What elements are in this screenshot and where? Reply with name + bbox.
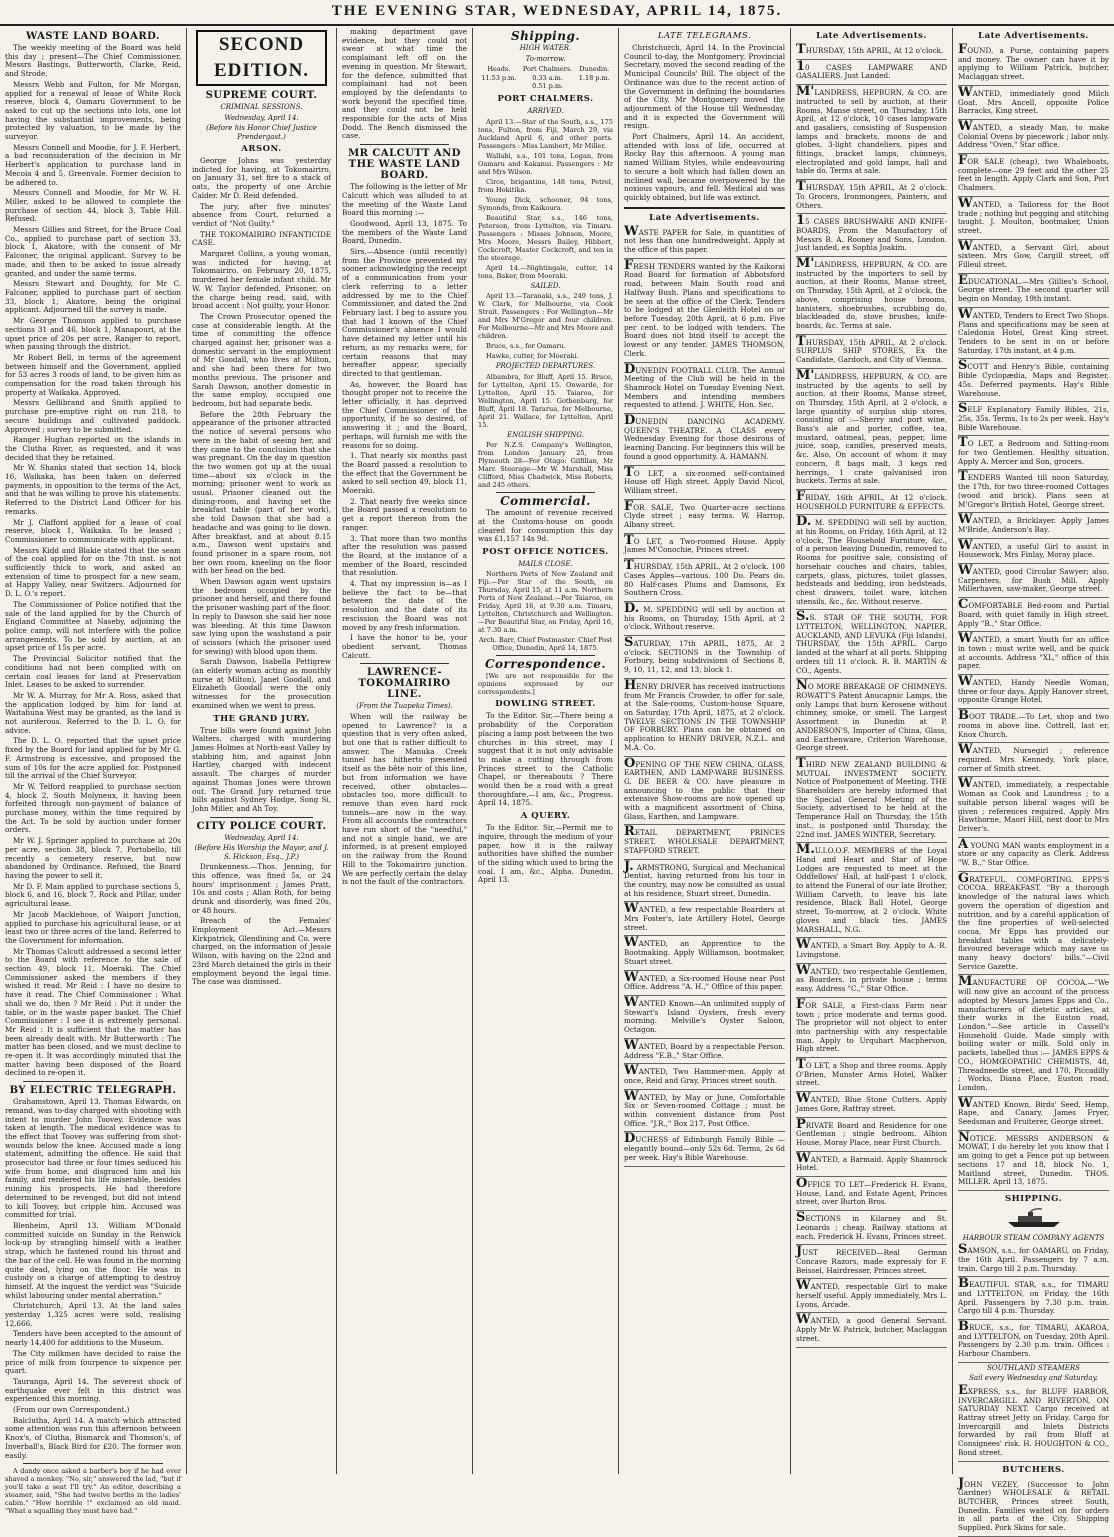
ads-list-7-item: WANTED, a smart Youth for an office in town ; must write well, and be quick at accounts. Address "XL," office of this paper. (958, 633, 1109, 675)
telegraph-items-item: Blenheim, April 13. William M'Donald committed suicide on Sunday in the Renwick lock-up by strangling himself with a leather strap, which he fastened round his throat and the bar of the cell. He was found in the morning quite dead, lying on the floor. He was in custody on a charge of attempting to destroy himself. At the inquest the verdict was "Suicide whilst labouring under mental aberration." (5, 1221, 181, 1300)
court-note: (Before his Honor Chief Justice Prendergast.) (206, 124, 317, 141)
arson-heading: ARSON. (241, 144, 282, 154)
telegraph-items-item: The City milkmen have decided to raise the price of milk from fourpence to sixpence per quart. (5, 1348, 181, 1376)
steamship-icon (958, 1207, 1109, 1232)
arrivals-list-item: Circe, brigantine, 148 tons, Petrel, from Hokitika. (478, 177, 613, 194)
telegraph-items-item: (From our own Correspondent.) (13, 1405, 130, 1415)
arrivals-list (478, 118, 613, 280)
dowling-heading: DOWLING STREET. (495, 699, 596, 710)
ads-list-7-item: WANTED, Handy Needle Woman, three or four days. Apply Hanover street, opposite Grange Hotel. (958, 676, 1109, 709)
ship-ads-item: SAMSON, s.s., for OAMARU, on Friday, the 16th April. Passengers by 7 a.m. train. Cargo till 2 p.m. Thursday. (958, 1244, 1109, 1277)
telegraph-items-item: Grahamstown, April 13. Thomas Edwards, on remand, was to-day charged with shooting with intent to murder John Toovey. Evidence was taken at length. The medical evidence was to the effect that Toovey was suffering from shot-wounds below the knee. Accused made a long statement, admitting the offence. He said that prosecutor had three or four times seduced his wife from home, and disgraced him and his family, and rendered his life miserable, besides ruining his prospects. He had therefore determined to be revenged, but did not intend to kill Toovey, but cripple him. Accused was committed for trial. (5, 1097, 181, 1220)
waste-land-article-item: Ranger Hughan reported on the islands in the Clutha River, as requested, and it was decided that they be retained. (5, 435, 181, 462)
ads-list-5-item: SATURDAY, 17th APRIL, 1875, At 2 o'clock. SECTIONS in the Township of Forbury, being subdivisions of Sections 8, 9, 10, 11, 12, and 13, block 1. (624, 637, 785, 679)
ads-list-6-item: M'LANDRESS, HEPBURN, & CO. are instructed to sell by auction, at their Rooms, Manse street, on Thursday, 15th April, at 12 o'clock, 10 cases lampware and gasaliers, consisting of Suspension lamps and brackets, moons de and globes, 3-light chandeliers, pipes and fittings, bracket lamps, chimneys, electroplated and gold lamps, hall and table do. Terms at sale. (796, 86, 947, 180)
calcutt-letter-item: 3. That more than two months after the resolution was passed the Board, at the instance of a member of the Board, rescinded that resolution. (342, 533, 467, 578)
waste-land-article-item: Messrs Kidd and Blakie stated that the seam of the coal applied for on the 7th inst. is not sufficiently thick to work, and asked an extension of time to prospect for a new seam, at Happy Valley, near Switzers. Adjourned for D. L. O.'s report. (5, 545, 181, 599)
late-ads-heading: Late Advertisements. (649, 212, 760, 223)
arrivals-list-item: April 14.—Nightingale, cutter, 14 tons, Baker, from Moeraki. (478, 263, 613, 280)
ads-list-6-item: OFFICE TO LET—Frederick H. Evans, House, Land, and Estate Agent, Princes street, over Burton Bros. (796, 1178, 947, 1211)
sailings-list-item: Bruce, s.s., for Oamaru. (486, 342, 566, 351)
court-article-item: THE TOKOMAIRIRO INFANTICIDE CASE. (192, 229, 331, 248)
ads-list-5-item: DUCHESS of Edinburgh Family Bible —elegantly bound—only 52s 6d. Terms, 2s 6d per week. Hay's Bible Warehouse. (624, 1133, 785, 1166)
ads-list-6-item: PRIVATE Board and Residence for one Gentleman ; single bedroom. Albion House, Moray Place, near First Church. (796, 1119, 947, 1152)
ads-list-7-item: WANTED, Nursegirl ; reference required. Mrs Kennedy, York place, corner of Smith street. (958, 744, 1109, 777)
second-edition-banner: SECOND EDITION. (196, 30, 327, 86)
english-shipping-text: Per N.Z.S. Company's Wellington, from London January 25, from Plymouth 28—For Otago: Gilfillan, Mr Marr. Steerage—Mr W. Marshall, Miss Clifford, Miss Chadwick, Miss Roberts, and 245 others. (478, 441, 613, 490)
divider (23, 1081, 163, 1082)
lawrence-text: When will the railway be opened to Lawrence? is a question that is very often asked, but one that is rather difficult to answer. The Manuka Creek tunnel has hitherto presented itself as the bête noir of this line, but from information we have received, other obstacles—obstacles too, more difficult to remove than even hard rock tunnels—are now in the way. From all accounts the contractors have run short of the "needful," and not a single hand, we are informed, is at present employed on the railway from the Round Hill to the Tokomairiro junction. We are perfectly certain the delay is not the fault of the contractors. (342, 711, 467, 887)
ads-list-6-item: M.U.I.O.O.F. MEMBERS of the Loyal Hand and Heart and Star of Hope Lodges are requested to meet at the Oddfellows' Hall, at half-past 1 o'clock, to attend the Funeral of our late Brother, William Carveth, to leave his late residence, Black Ball Hotel, George street, To-morrow, at 2 o'clock. White gloves and black ties. JAMES MARSHALL, N.G. (796, 844, 947, 938)
waste-land-article-item: Messrs Stewart and Doughty, for Mr C. Falconer, applied to purchase part of section 33, block 1, Akatore, being the original applicant. Adjourned till the survey is made. (5, 279, 181, 315)
ads-list-6-item: WANTED, two respectable Gentlemen, as Boarders, in private house ; terms easy. Address "C.," Star Office. (796, 965, 947, 998)
masthead: THE EVENING STAR, WEDNESDAY, APRIL 14, 1875. (0, 0, 1114, 26)
ads-list-6-item: FRIDAY, 16th APRIL, At 12 o'clock. HOUSEHOLD FURNITURE & EFFECTS. (796, 491, 947, 515)
divider (624, 207, 785, 209)
shipping-heading-7: SHIPPING. (1004, 1193, 1063, 1204)
telegraph-items-item: Tenders have been accepted to the amount of nearly 14,400 for additions to the Museum. (5, 1329, 181, 1348)
ads-list-5-item: OPENING OF THE NEW CHINA, GLASS, EARTHEN, AND LAMP-WARE BUSINESS. G. DE BEER & CO. have pleasure in announcing to the public that their extensive Show-rooms are now opened up with a magnificent assortment of China, Glass, Earthen, and Lampware. (624, 758, 785, 826)
ads-list-5-item: DUNEDIN FOOTBALL CLUB. The Annual Meeting of the Club will be held in the Shamrock Hotel on Tuesday Evening Next. Members and intending members requested to attend. J. WHITE, Hon. Sec. (624, 364, 785, 415)
waste-land-article-item: Mr W. J. Springer applied to purchase at 20s per acre, section 38, block 7, Portobello, till recently a cemetery reserve, but now abandoned by Ordinance. Refused, the Board having the power to sell it. (5, 836, 181, 880)
post-office-sign: Arch. Barr, Chief Postmaster. Chief Post Office, Dunedin, April 14, 1875. (478, 636, 613, 653)
column-7 (952, 28, 1114, 1533)
ads-list-6-item: S.S. STAR OF THE SOUTH, FOR LYTTELTON, WELLINGTON, NAPIER, AUCKLAND, AND LEVUKA (Fiji Islands), THURSDAY, the 15th APRIL. Cargo landed at the wharf at all ports. Shipping orders till 11 o'clock. R. B. MARTIN & CO., Agents. (796, 611, 947, 679)
waste-land-article-item: Mr J. Clafford applied for a lease of coal reserve, block 1, Waikaka. To be leased ; Commissioner to communicate with applicant. (5, 517, 181, 544)
ads-list-6-item: FOR SALE, a First-class Farm near town ; price moderate and terms good. The proprietor will not object to enter into partnership with any respectable man. Apply to Urquhart Macpherson, High street. (796, 999, 947, 1058)
ads-list-5-item: RETAIL DEPARTMENT, PRINCES STREET. WHOLESALE DEPARTMENT, STAFFORD STREET. (624, 826, 785, 859)
ads-list-5-item: FRESH TENDERS wanted by the Kaikorai Road Board for formation of Abbotsford road, between Main South road and Halfway Bush. Plans and specifications to be seen at the office of the Clerk. Tenders to be lodged at the Glenleith Hotel on or before Tuesday, 20th April, at 6 p.m. Five per cent. to be lodged with tenders. The Board does not bind itself to accept the lowest or any tender. JAMES THOMSON, Clerk. (624, 260, 785, 363)
ads-list-7-item: MANUFACTURE OF COCOA.—"We will now give an account of the process adopted by Messrs James Epps and Co., manufacturers of dietetic articles, at their works in the Euston road, London."—See article in Cassell's Household Guide. Made simply with boiling water or milk. Sold only in packets, labelled thus :— JAMES EPPS & CO., HOMŒOPATHIC CHEMISTS, 48, Threadneedle street, and 170, Piccadilly ; Works, Diana Place, Euston road, London. (958, 976, 1109, 1096)
ads-list-7-item: WANTED, a useful Girl to assist in Housework. Mrs Finlay, Moray place. (958, 540, 1109, 564)
commercial-text: The amount of revenue received at the Customs-house on goods cleared for consumption this day was £1,157 14s 9d. (478, 508, 613, 544)
court-article-item: When Dawson again went upstairs the bedroom occupied by the prisoner and herself, and there found the prisoner washing part of the floor. In reply to Dawson she said her nose was bleeding. At this time Dawson saw lying upon the washstand a pair of scissors (which the prisoner used for sewing) with blood upon them. (192, 577, 331, 656)
english-shipping-heading: ENGLISH SHIPPING. (507, 430, 584, 439)
calcutt-letter-item: I have the honor to be, your obedient servant, Thomas Calcutt. (342, 633, 467, 660)
waste-land-article-item: The D. L. O. reported that the upset price fixed by the Board for land applied for by Mr G. F. Armstrong is excessive, and proposed the sum of 10s for the acre applied for. Postponed till the arrival of the Chief Surveyor. (5, 736, 181, 781)
ads-list-6-item: D. M. SPEDDING will sell by auction, at his Rooms, on Friday, 16th April, at 12 o'clock, The Household Furniture, &c., of a person leaving Dunedin, removed to Rooms for positive sale, consisting of horsehair couches and chairs, tables, carpets, glass, pictures, toilet glasses, bedsteads and bedding, iron bedsteads, chest drawers, toilet ware, kitchen utensils, &c., &c. Without reserve. (796, 516, 947, 610)
waste-land-article-item: Mr W. Telford reapplied to purchase section 4, block 2, South Molyneux, it having been forfeited through non-payment of balance of purchase money, within the time required by the Act. To be sold by auction under former orders. (5, 781, 181, 835)
tide-heads: Heads. 11.53 p.m. (481, 65, 517, 82)
police-article-item: Drunkenness.—Thos. Jenning, for this offence, was fined 5s, or 24 hours' imprisonment ; James Pratt, 10s and costs ; Allan Roth, for being drunk and disorderly, was fined 20s, or 48 hours. (192, 862, 331, 915)
ads-list-5-item: DUNEDIN DANCING ACADEMY. QUEEN'S THEATRE. A CLASS every Wednesday Evening for those desirous of learning Dancing. For beginners this will be found a good opportunity. A. HAMANN. (624, 415, 785, 466)
ads-list-6-item: SECTIONS in Kilarney and St. Leonards ; cheap. Railway stations at each. Frederick H. Evans, Princes street. (796, 1212, 947, 1245)
ads-list-6-item: TO LET, a Shop and three rooms. Apply O'Brien, Munster Arms Hotel, Walker street. (796, 1059, 947, 1092)
divider (496, 492, 595, 493)
calcutt-heading: MR CALCUTT AND THE WASTE LAND BOARD. (348, 148, 461, 182)
court-article-item: The jury, after five minutes' absence from Court, returned a verdict of "Not Guilty." (192, 201, 331, 228)
anecdote: A dandy once asked a barber's boy if he had ever shaved a monkey. "No, sir," answered the lad, "but if you'll take a seat I'll try." An editor, describing a steamer, said, "She had twelve berths in the ladies' cabin." "How horrible !" exclaimed an old maid. "What a squalling they must have had." (5, 1467, 181, 1516)
police-note: (Before His Worship the Mayor, and J. S. Hickson, Esq., J.P.) (194, 844, 329, 861)
express-ad: EXPRESS, s.s., for BLUFF HARBOR, INVERCARGILL AND RIVERTON, ON SATURDAY NEXT. Cargo received at Rattray street Jetty on Friday. Cargo for Invercargill and Inlets Districts forwarded by rail from Bluff at Consignees' risk. H. HOUGHTON & CO., Bond street. (958, 1385, 1109, 1462)
police-article (192, 863, 331, 987)
divider (360, 144, 449, 145)
late-ads-heading-6: Late Advertisements. (816, 31, 927, 41)
ads-list-6-item: WANTED, a Barmaid. Apply Shamrock Hotel. (796, 1153, 947, 1177)
telegraph-items-item: Christchurch, April 13. At the land sales yesterday 1,325 acres were sold, realising 12,666. (5, 1301, 181, 1328)
commercial-heading: Commercial. (500, 494, 591, 509)
column-1 (0, 28, 186, 1516)
waste-land-article (5, 44, 181, 1078)
sailings-list (478, 292, 613, 360)
tide-dunedin: Dunedin. 1.18 p.m. (578, 65, 610, 82)
arrivals-list-item: Young Dick, schooner, 94 tons, Symonds, from Kaikoura. (478, 195, 613, 212)
ads-list-7-item: WANTED, a Bricklayer. Apply James M'Bride, Anderson's Bay. (958, 514, 1109, 538)
correspondence-note: [We are not responsible for the opinions expressed by our correspondents.] (478, 672, 613, 697)
ads-list-5-item: WANTED, by May or June, Comfortable Six or Seven-roomed Cottage ; must be within convenient distance from Post Office. "J.R.," Box 217, Post Office. (624, 1091, 785, 1133)
calcutt-letter-item: Sirs,—Absence (until recently) from the Province prevented my sooner acknowledging the receipt of a communication from your clerk referring to a letter addressed by me to the Chief Commissioner, and dated the 2nd February last. I beg to assure you that had I known of the Chief Commissioner's absence I would have detained my letter until his return, as my remarks were, for certain reasons that may hereafter appear, specially directed to that gentleman. (342, 247, 467, 378)
court-date: Wednesday, April 14. (224, 113, 299, 122)
ads-list-6-item: 10 CASES LAMPWARE AND GASALIERS. Just Landed. (796, 61, 947, 85)
telegraph-items-item: Balclutha, April 14. A match which attracted some attention was run this afternoon between Knox's, of Clutha, Bismarck and Thomson's, of Inverball's, Black Bird for £20. The former won easily. (5, 1415, 181, 1460)
ads-list-7-item: WANTED, good Circular Sawyer; also, Carpenters, for Bush Mill. Apply Millerhaven, saw-maker, George street. (958, 565, 1109, 598)
ads-list-6-item: NO MORE BREAKAGE OF CHIMNEYS. ROWATT'S Patent Anucapnic Lamps, the only Lamps that burn Kerosene without chimney, smoke, or smell. The Largest Assortment in Dunedin at P. ANDERSON'S, Importer of China, Glass, and Earthenware, Criterion Warehouse, George street. (796, 680, 947, 757)
mails-close: MAILS CLOSE. (518, 559, 573, 568)
continued-text: making department gave evidence, but they could not swear at what time the complainant left off on the evening in question. Mr Stewart, for the defence, submitted that complainant had not been employed by the defendants to work beyond the specified time, and they could not be held responsible for the acts of Miss Dodd. The Bench dismissed the case. (342, 27, 467, 141)
ads-list-5-item: WANTED Known—An unlimited supply of Stewart's Island Oysters, fresh every morning. Melville's Oyster Saloon, Octagon. (624, 997, 785, 1039)
ads-list-6-item: WANTED, Blue Stone Cutters. Apply James Gore, Rattray street. (796, 1093, 947, 1117)
ads-list-5-item: FOR SALE, Two Quarter-acre sections Clyde street ; easy terms. W. Harrop, Albany street. (624, 501, 785, 534)
ads-list-7-item: WANTED, immediately, a respectable Woman as Cook and Laundress ; to a suitable person liberal wages will be given ; references required. Apply Mrs Hawthorne, Maori Hill, next door to Mrs Driver's. (958, 778, 1109, 837)
southland-heading: SOUTHLAND STEAMERS (987, 1363, 1080, 1372)
waste-land-article-item: Messrs Gellibrand and Smith applied to purchase pre-emptive right on run 218, to secure buildings and cultivated paddock. Approved ; survey to be submitted. (5, 398, 181, 434)
tide-port-chalmers: Port Chalmers. 0.33 a.m. 0.51 p.m. (522, 65, 573, 91)
waste-land-article-item: Mr W. Shanks stated that section 14, block 16, Waikaka, has been taken on deferred payments, in opposition to the terms of the Act, and that he was willing to prove his statements. Referred to the District Land Officer for his remarks. (5, 463, 181, 516)
dowling-letter: To the Editor. Sir,—There being a probability of the Corporation placing a lamp post between the two churches in this street, may I suggest that it is not only advisable to make a cutting through from Princes street to the Catholic Chapel, or thereabouts ? There would then be a road with a great thoroughfare.—I am, &c., Progress. April 14, 1875. (478, 711, 613, 808)
court-article-item: The Crown Prosecutor opened the case at considerable length. At the time of committing the offence charged against her, prisoner was a domestic servant in the employment of Mr Goodall, who lives at Milton, and she had been there for two months previous. The prisoner and Sarah Dawson, another domestic in the same employ, occupied one bedroom, but had separate beds. (192, 311, 331, 408)
calcutt-letter-item: As, however, the Board has thought proper not to receive the letter officially, it has deprived the Chief Commissioner of the opportunity, if he so desired, of answering it ; and the Board, perhaps, will furnish me with the reasons for so doing. (342, 379, 467, 450)
butcher-ad: JOHN VEZEY, (Successor to John Gardner) WHOLESALE & RETAIL BUTCHER, Princes street South, Dunedin. Families waited on for orders in all parts of the City. Shipping Supplied. Pork Skins for sale. (958, 1478, 1109, 1537)
court-article-item: George Johns was yesterday indicted for having, at Tokomairiro, on January 31, set fire to a stack of oats, the property of one Archie Calder. Mr D. Reid defended. (192, 156, 331, 200)
ads-list-7-item: SELF Explanatory Family Bibles, 21s, 25s, 35s. Terms, 1s to 2s per week. Hay's Bible Warehouse. (958, 403, 1109, 436)
telegraph-items (5, 1098, 181, 1460)
court-article-item: Margaret Collins, a young woman, was indicted for having, at Tokomairiro, on February 20, 1875, murdered her female infant child. Mr W. W. Taylor defended. Prisoner, on the charge being read, said, with broad accent : Not guilty, your Honor. (192, 249, 331, 311)
ads-list-5-item: HENRY DRIVER has received instructions from Mr Francis Crowder, to offer for sale, at the Sale-rooms, Custom-house Square, on Saturday, 17th April, 1875, at 2 o'clock. TWELVE SECTIONS IN THE TOWNSHIP OF FORBURY. Plans can be obtained on application to HENRY DRIVER, N.Z.L. and M.A. Co. (624, 680, 785, 757)
port-chalmers-heading: PORT CHALMERS. (497, 94, 594, 105)
arrivals-list-item: Wallabi, s.s., 101 tons, Logan, from Oamaru and Kakanui. Passengers : Mr and Mrs Wilson. (478, 151, 613, 176)
waste-land-article-item: Mr D. F. Main applied to purchase sections 5, block 6, and 16, block 7, Rock and Pillar, under agricultural lease. (5, 881, 181, 909)
police-article-item: Breach of the Females' Employment Act.—Messrs Kirkpatrick, Glendining and Co. were charged, on the information of Jessie Wilson, with having on the 22nd and 23rd March detained the girls in their employment beyond the legal time. The case was dismissed. (192, 916, 331, 987)
calcutt-letter-item: 1. That nearly six months past the Board passed a resolution to the effect that the Government be asked to sell section 49, block 11, Moeraki. (342, 451, 467, 496)
ads-list-5-item: WANTED, a few respectable Boarders at Mrs Foster's, late Artillery Hotel, George street. (624, 903, 785, 936)
ads-list-7-item: SCOTT and Henry's Bible, containing Bible Cyclopædia, Maps and Register, 45s. Deferred payments. Hay's Bible Warehouse. (958, 360, 1109, 402)
ads-list-7-item: GRATEFUL. COMFORTING. EPPS'S COCOA. BREAKFAST. "By a thorough knowledge of the natural laws which govern the operation of digestion and nutrition, and by a careful application of the fine properties of well-selected cocoa, Mr Epps has provided our breakfast tables with a delicately-flavoured beverage which may save us many heavy doctors' bills."—Civil Service Gazette. (958, 873, 1109, 976)
query-letter: To the Editor. Sir,—Permit me to inquire, through the medium of your paper, how it is the railway authorities have shifted the number of the siding which used to bring the coal. I am, &c., Alpha. Dunedin, April 13. (478, 823, 613, 885)
court-article (192, 157, 331, 711)
calcutt-letter-item: The following is the letter of Mr Calcutt which was alluded to at the meeting of the Waste Land Board this morning :— (342, 182, 467, 218)
ads-list-7-item: BOOT TRADE.—To Let, shop and two rooms in above line. Cottrell, last er, Knox Church. (958, 710, 1109, 743)
ads-list-5-item: WANTED, an Apprentice to the Bootmaking. Apply Williamson, bootmaker, Stuart street. (624, 937, 785, 970)
ads-list-7-item: TENDERS Wanted till noon Saturday, the 17th, for two three-roomed Cottages (wood and brick). Plans seen at M'Gregor's British Hotel, George street. (958, 471, 1109, 513)
waste-land-article-item: Mr George Thomson applied to purchase sections 31 and 46, block 1, Manapouri, at the upset price of 20s per acre. Ranger to report, when passing through the district. (5, 316, 181, 352)
police-date: Wednesday, April 14. (224, 833, 299, 842)
waste-land-article-item: Mr Thomas Calcutt addressed a second letter to the Board with reference to the sale of section 49, block 11, Moeraki. The Chief Commissioner asked the members if they wished it read. Mr Reid : I have no desire to have it read. The Chief Commissioner : What shall we do, then ? Mr Reid : Put it under the table, or in the waste paper basket. The Chief Commissioner : I see it is extremely personal. Mr Reid : It is sufficient that the matter has been already dealt with. Mr Butterworth : The matter has been closed, and we must decline to re-open it. It was accordingly minuted that the matter having been disposed of the Board declined to re-open it. (5, 946, 181, 1078)
butchers-heading: BUTCHERS. (1002, 1464, 1065, 1475)
ads-list-7-item: WANTED, a steady Man, to make Colonial Ovens by piecework ; labor only. Address "Oven," Star office. (958, 121, 1109, 154)
column-6 (790, 28, 952, 1474)
ads-list-7-item: WANTED, a Tailoress for the Boot trade ; nothing but pegging and stitching taught. J. Moulton, bootmaker, Union street. (958, 198, 1109, 240)
arrivals-list-item: Beautiful Star, s.s., 146 tons, Peterson, from Lyttelton, via Timaru. Passengers : Misses Johnson, Moore, Mrs Moore, Messrs Bailey, Hibbert, Cockcroft, Master Cockcroft, and ten in the steerage. (478, 213, 613, 262)
southland-sub: Sail every Wednesday and Saturday. (969, 1374, 1098, 1383)
projected-heading: PROJECTED DEPARTURES. (495, 362, 596, 371)
arrivals-list-item: April 13.—Star of the South, s.s., 175 tons, Fulton, from Fiji, March 29, via Auckland April 6, and other ports. Passengers : Miss Lambert, Mr Miller. (478, 117, 613, 150)
projected-text: Albambra, for Bluff, April 15. Bruce, for Lyttelton, April 15. Onwarde, for Lyttelton, April 15. Taiaroa, for Wellington, April 15. Gothenburg, for Bluff, April 18. Tararua, for Melbourne, April 21. Wallace, for Lyttelton, April 15. (478, 372, 613, 429)
calcutt-letter-item: Goodwood, April 13, 1875. To the members of the Waste Land Board, Dunedin. (342, 218, 467, 246)
ads-list-6-item: M'LANDRESS, HEPBURN, & CO. are instructed by the agents to sell by auction, at their Rooms, Manse street, on Thursday, 15th April, at 2 o'clock, a large quantity of surplus ship stores, consisting of :—Sherry and port wine, Bass's ale and porter, coffee, tea, mustard, oatmeal, peas, pepper, lime juice, soap, candles, preserved meats, &c. Also, On account of whom it may concern, 8 bags malt, 3 kegs red herrings, 1 crate galvanised iron buckets. Terms at sale. (796, 370, 947, 490)
supreme-court-heading: SUPREME COURT. (205, 90, 318, 101)
ads-list-5-item: WANTED, a Six-roomed House near Post Office. Address "A. H.," Office of this paper. (624, 972, 785, 996)
waste-land-article-item: Mr W. A. Murray, for Mr A. Ross, asked that the application lodged by him for land at Waitahuna West may be granted, as the land is not auriferous. Referred to the D. L. O. for advice. (5, 690, 181, 735)
ads-list-6-item: THIRD NEW ZEALAND BUILDING & MUTUAL INVESTMENT SOCIETY. Notice of Postponement of Meeting. THE Shareholders are hereby informed that the Special General Meeting of the Society, advertised to be held at the Temperance Hall on Thursday, the 15th inst., is postponed until Thursday, the 22nd inst. JAMES WINTER, Secretary. (796, 758, 947, 843)
lawrence-source: (From the Tuapeka Times). (356, 702, 453, 711)
waste-land-article-item: Messrs Connell and Moodie, for J. F. Herbert, a bad reconsideration of the decision in Mr Herbert's application to purchase land in Mecoia 4 and 5, Greenvale. Former decision to be adhered to. (5, 142, 181, 187)
shipping-heading: Shipping. (510, 29, 581, 43)
ads-list-7-item: WANTED Known, Birds' Seed, Hemp, Rape, and Canary. James Fryer, Seedsman and Fruiterer, George street. (958, 1098, 1109, 1131)
query-heading: A QUERY. (520, 811, 571, 822)
waste-land-article-item: The Provincial Solicitor notified that the conditions had not been complied with on certain coal leases for land at Preservation Inlet. Leases to be asked to surrender. (5, 654, 181, 690)
ads-list-5-item: THURSDAY, 15th APRIL, At 2 o'clock. 100 Cases Apples—various. 100 Do. Pears do. 80 Half-cases Plums and Damsons, Ex Southern Cross. (624, 560, 785, 602)
post-office-heading: POST OFFICE NOTICES. (482, 546, 609, 557)
divider (210, 817, 313, 818)
column-4 (472, 28, 618, 1474)
lawrence-heading: LAWRENCE-TOKOMAIRIRO LINE. (358, 667, 451, 701)
ads-list-6-item: M'LANDRESS, HEPBURN, & CO. are instructed by the importers to sell by auction, at their Rooms, Manse street, on Thursday, 15th April, at 2 o'clock, the above, comprising house brooms, banisters, shoebrushes, scrubbing do, blackleaded do, stove brushes, knife-boards, &c. Terms at sale. (796, 258, 947, 335)
ads-list-6-item: WANTED, a good General Servant. Apply Mr W. Patrick, butcher, Maclaggan street. (796, 1314, 947, 1347)
christchurch-telegram: Christchurch, April 14. In the Provincial Council to-day, the Montgomery, Provincial Secretary, moved the second reading of the Municipal Councils' Bill. The object of the Ordinance was due to the recent action of the Government in defining the boundaries of the City. Mr Montgomery moved the adjournment of the House till Wednesday, and it is expected the Government will resign. (624, 43, 785, 131)
ads-list-5-item: WANTED, Board by a respectable Person. Address "E.B.," Star Office. (624, 1040, 785, 1064)
correspondence-heading: Correspondence. (484, 657, 607, 672)
calcutt-letter-item: 4. That my impression is—as I believe the fact to be—that between the date of the resolution and the date of its rescission the Board was not moved by any fresh information. (342, 579, 467, 632)
column-5 (618, 28, 790, 1474)
ads-list-7-item: COMFORTABLE Bed-room and Partial Board, with quiet family in High street. Apply "B.," Star Office. (958, 599, 1109, 632)
waste-land-article-item: The Commissioner of Police notified that the sale of the land applied for by the Church of England Committee at Naseby, adjoining the police camp, will not interfere with the police arrangements. To be sold by auction, at an upset price of 15s per acre. (5, 599, 181, 653)
ads-list-7-item: WANTED, a Servant Girl, about sixteen. Mrs Gow, Cargill street, off Filleul street. (958, 241, 1109, 274)
court-article-item: Sarah Dawson, Isabella Pettigrew (an elderly woman acting as monthly nurse at Milton), Janet Goodall, and Elizabeth Goodall were the only witnesses for the prosecution examined when we went to press. (192, 657, 331, 710)
ads-list-7-item: WANTED, Tenders to Erect Two Shops. Plans and specifications may be seen at Caledonia Hotel, Great King street. Tenders to be sent in on or before Saturday, 17th instant, at 4 p.m. (958, 309, 1109, 360)
ads-list-6-item: THURSDAY, 15th APRIL, At 2 o'clock. SURPLUS SHIP STORES, Ex the Candidate, Gardoch, and City of Vienna. (796, 336, 947, 369)
sailings-list-item: April 13.—Taranaki, s.s., 249 tons, J. W. Clark, for Melbourne, via Cook Strait. Passengers : For Wellington—Mr and Mrs M'Gregor and four children. For Melbourne—Mr and Mrs Moore and children. (478, 292, 613, 341)
arrived-label: ARRIVED. (527, 107, 564, 116)
ads-list-6-item: WANTED, respectable Girl to make herself useful. Apply immediately, Mrs L. Lyons, Arcade. (796, 1280, 947, 1313)
ads-list-6-item: THURSDAY, 15th APRIL, At 12 o'clock. (796, 44, 947, 60)
ads-list-5-item: J. ARMSTRONG, Surgical and Mechanical Dentist, having returned from his tour in the country, may now be consulted as usual at his residence, Stuart street, Dunedin. (624, 861, 785, 903)
harbour-steam-heading: HARBOUR STEAM COMPANY AGENTS (962, 1233, 1105, 1242)
waste-land-article-item: Messrs Gillies and Street, for the Bruce Coal Co., applied to purchase part of section 33, block 1, Akatore, with the consent of Mr Falconer, the original applicant. Survey to be made, and then to be asked to issue already granted, and under the same terms. (5, 225, 181, 278)
ads-list-7-item: FOUND, a Purse, containing papers and money. The owner can have it by applying to William Patrick, butcher, Maclaggan street. (958, 44, 1109, 86)
criminal-sessions: CRIMINAL SESSIONS. (220, 103, 303, 111)
waste-land-article-item: Messrs Connell and Moodie, for Mr W. H. Miller, asked to be allowed to complete the purchase of section 44, block 3, Table Hill. Refused. (5, 188, 181, 224)
grand-jury-text: True bills were found against John Walters, charged with murdering James Holmes at North-east Valley by stabbing him, and against John Hartley, charged with indecent assault. The charges of murder against Thomas Jones were thrown out. The Grand Jury returned true bills against Sydney Hodge, Song Si, John Miller, and Ah Toy. (192, 725, 331, 813)
ship-ads (958, 1244, 1109, 1363)
ads-list-7-item: WANTED, immediately good Milch Goat. Mrs Ancell, opposite Police Barracks, King street. (958, 87, 1109, 120)
high-water-heading: HIGH WATER. (519, 44, 572, 52)
ads-list-6-item: JUST RECEIVED—Real German Concave Razors, made expressly for F. Beissel, Hairdresser, Princes street. (796, 1246, 947, 1279)
waste-land-article-item: Mr Jacob Macklehose, of Waipori Junction, applied to purchase his agricultural lease, or at least two or three acres of the land. Referred to the Government for information. (5, 909, 181, 945)
ads-list-7-item: TO LET, a Bedroom and Sitting-room for two Gentlemen. Healthy situation. Apply A. Mercer and Son, grocers. (958, 437, 1109, 470)
police-court-heading: CITY POLICE COURT. (196, 820, 327, 832)
waste-land-heading: WASTE LAND BOARD. (26, 31, 160, 42)
ship-ads-item: BEAUTIFUL STAR, s.s., for TIMARU and LYTTELTON, on Friday, the 16th April. Passengers by 7.30 p.m. train. Cargo till 4 p.m. Thursday. (958, 1278, 1109, 1320)
calcutt-letter (342, 183, 467, 660)
grand-jury-heading: THE GRAND JURY. (213, 713, 310, 724)
ads-list-7-item: FOR SALE (cheap), two Whaleboats, complete—one 29 feet and the other 25 feet in length. Apply Clark and Son, Port Chalmers. (958, 155, 1109, 197)
ads-list-6 (796, 44, 947, 1348)
ads-list-6-item: THURSDAY, 15th APRIL, At 2 o'clock. To Grocers, Ironmongers, Painters, and Others. (796, 181, 947, 214)
ads-list-5 (624, 223, 785, 1167)
ads-list-6-item: 15 CASES BRUSHWARE AND KNIFE-BOARDS, From the Manufactory of Messrs B. A. Rooney and Sons, London. Just landed, ex Sophia Joakim. (796, 215, 947, 257)
telegraph-items-item: Tauranga, April 14. The severest shock of earthquake ever felt in this district was experienced this morning. (5, 1376, 181, 1404)
column-2 (186, 28, 336, 1474)
ads-list-5-item: TO LET, a six-roomed self-contained House off High street. Apply David Nicol, William street. (624, 467, 785, 500)
ship-ads-item: BRUCE, s.s., for TIMARU, AKAROA, and LYTTELTON, on Tuesday, 20th April. Passengers by 2.30 p.m. train. Offices : Harbour Chambers. (958, 1321, 1109, 1363)
ads-list-5-item: WASTE PAPER for Sale, in quantities of not less than one hundredweight. Apply at the office of this paper. (624, 226, 785, 259)
ads-list-6-item: WANTED, a Smart Boy. Apply to A. R. Livingstone. (796, 939, 947, 963)
waste-land-article-item: Messrs Webb and Fulton, for Mr Morgan, applied for a renewal of lease of White Rock reserve, block 4, Oamaru Government to be asked to cut up the sections into lots, one lot having the substantial improvements, being protected by valuation, to be made by the surveyor. (5, 79, 181, 142)
sailings-list-item: Hawke, cutter, for Moeraki. (486, 352, 579, 361)
telegraph-heading: BY ELECTRIC TELEGRAPH. (9, 1085, 177, 1097)
port-chalmers-telegram: Port Chalmers, April 14. An accident, attended with loss of life, occurred at Rocky Bay this afternoon. A young man named William Styles, while endeavouring to secure a bolt which had fallen down an inclined wall, became overpowered by the noxious vapours, and fell. Medical aid was quickly obtained, but life was extinct. (624, 132, 785, 202)
late-telegrams-heading: LATE TELEGRAMS. (657, 31, 752, 41)
column-3 (336, 28, 472, 1474)
ads-list-7 (958, 44, 1109, 1191)
calcutt-letter-item: 2. That nearly five weeks since the Board passed a resolution to get a report thereon from the ranger. (342, 496, 467, 532)
tide-sub: To-morrow. (525, 54, 566, 63)
post-office-text: Northern Ports of New Zealand and Fiji.—Per Star of the South, on Thursday, April 15, at 11 a.m. Northern Ports of New Zealand.—Per Taiaroa, on Friday, April 16, at 9.30 a.m. Timaru, Lyttelton, Christchurch and Wellington.—Per Beautiful Star, on Friday, April 16, at 7.30 a.m. (478, 570, 613, 635)
ads-list-5-item: WANTED, Two Hammer-men. Apply at once, Reid and Gray, Princes street south. (624, 1065, 785, 1089)
court-article-item: Before the 28th February the appearance of the prisoner attracted the notice of several persons who were in the habit of seeing her, and they came to the conclusion that she was pregnant. On the day in question the two women got up at the usual time—about six o'clock in the morning; prisoner went to work as usual. Prisoner cleaned out the dining-room, and having set the breakfast table (part of her work), she told Dawson that she had a headache and was going to lie down. After breakfast, and at about 8.15 a.m., Dawson went upstairs and found prisoner in a spare room, not her own room, kneeling on the floor with her head on the bed. (192, 409, 331, 576)
divider (360, 663, 449, 664)
ads-list-7-item: A YOUNG MAN wants employment in a store or any capacity as Clerk. Address "W. B.," Star Office. (958, 839, 1109, 872)
waste-land-article-item: Mr Robert Bell, in terms of the agreement between himself and the Government, applied for 53 acres 3 roods of land, to be given him as compensation for the road taken through his property at Waikaka. Approved. (5, 352, 181, 397)
sailed-label: SAILED. (530, 281, 561, 290)
ads-list-7-item: EDUCATIONAL.—Mrs Gillies's School, George street. The second quarter will begin on Monday, 19th instant. (958, 275, 1109, 308)
divider (23, 1463, 163, 1464)
ads-list-5-item: D. M. SPEDDING will sell by auction at his Rooms, on Thursday, 15th April, at 2 o'clock. Without reserve. (624, 603, 785, 636)
ads-list-7-item: NOTICE. MESSRS ANDERSON & MOWAT, I do hereby let you know that I am going to get a Fence put up between sections 17 and 18, block No. 1, Maitland street, Dunedin. THOS. MILLER. April 13, 1875. (958, 1132, 1109, 1191)
waste-land-article-item: The weekly meeting of the Board was held this day ; present—The Chief Commissioner, Messrs Bastings, Butterworth, Clarke, Reid, and Strode. (5, 43, 181, 79)
tide-table (478, 65, 613, 91)
late-ads-heading-7: Late Advertisements. (978, 31, 1089, 41)
ads-list-5-item: TO LET, a Two-roomed House. Apply James M'Conochie, Princes street. (624, 535, 785, 559)
divider (496, 655, 595, 656)
